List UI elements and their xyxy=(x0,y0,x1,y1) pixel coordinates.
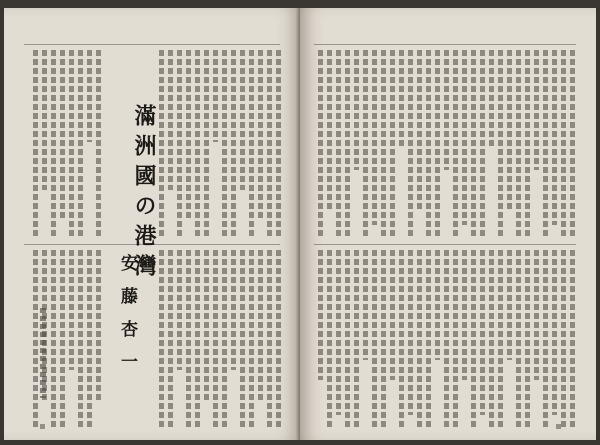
text-column xyxy=(186,250,191,430)
text-column xyxy=(345,50,350,238)
text-column xyxy=(480,50,485,238)
text-column xyxy=(498,50,503,238)
text-column xyxy=(231,50,236,238)
text-column xyxy=(96,250,101,400)
text-column xyxy=(552,250,557,415)
text-column xyxy=(363,250,368,360)
text-column xyxy=(543,250,548,430)
text-column xyxy=(381,250,386,430)
text-column xyxy=(195,250,200,430)
text-column xyxy=(195,50,200,238)
text-column xyxy=(177,50,182,238)
text-column xyxy=(204,250,209,400)
text-column xyxy=(534,250,539,380)
text-column xyxy=(318,50,323,238)
text-column xyxy=(78,50,83,238)
text-column xyxy=(417,50,422,210)
text-column xyxy=(177,250,182,370)
text-column xyxy=(78,250,83,430)
text-column xyxy=(543,50,548,238)
text-column xyxy=(276,50,281,238)
text-column xyxy=(249,250,254,430)
text-column xyxy=(417,250,422,430)
text-column xyxy=(42,50,47,190)
text-column xyxy=(390,50,395,238)
text-column xyxy=(276,250,281,430)
mid-rule xyxy=(314,244,576,245)
text-column xyxy=(435,250,440,360)
text-column xyxy=(258,50,263,220)
text-column xyxy=(390,250,395,380)
text-column xyxy=(222,50,227,238)
text-column xyxy=(87,50,92,142)
right-page xyxy=(300,8,596,440)
text-column xyxy=(435,50,440,238)
text-column xyxy=(96,50,101,238)
text-column xyxy=(498,250,503,430)
page-number xyxy=(40,424,45,429)
text-column xyxy=(570,50,575,238)
text-column xyxy=(372,50,377,225)
text-column xyxy=(372,250,377,430)
text-column xyxy=(453,250,458,430)
text-column xyxy=(381,50,386,238)
text-column xyxy=(507,250,512,360)
text-column xyxy=(534,50,539,170)
text-column xyxy=(267,250,272,430)
text-column xyxy=(426,250,431,430)
text-column xyxy=(444,50,449,170)
text-column xyxy=(453,50,458,238)
text-column xyxy=(516,50,521,238)
text-column xyxy=(213,250,218,430)
text-column xyxy=(363,50,368,238)
text-column xyxy=(525,250,530,430)
text-column xyxy=(516,250,521,430)
text-column xyxy=(318,250,323,380)
text-column xyxy=(552,50,557,225)
text-column xyxy=(489,250,494,430)
text-column xyxy=(561,50,566,238)
text-column xyxy=(471,50,476,238)
text-column xyxy=(222,250,227,430)
article-title: 滿洲國の港灣 xyxy=(131,104,157,284)
text-column xyxy=(168,50,173,190)
text-column xyxy=(240,250,245,430)
text-column xyxy=(570,250,575,430)
text-column xyxy=(489,50,494,146)
article-author: 安 藤 杏 一 xyxy=(117,254,137,375)
text-column xyxy=(471,250,476,430)
text-column xyxy=(462,50,467,225)
text-column xyxy=(69,250,74,370)
text-column xyxy=(87,250,92,430)
text-column xyxy=(240,50,245,190)
top-rule xyxy=(314,44,576,45)
text-column xyxy=(480,250,485,415)
text-column xyxy=(507,50,512,210)
text-column xyxy=(168,250,173,430)
text-column xyxy=(327,250,332,430)
text-column xyxy=(399,50,404,146)
text-column xyxy=(462,250,467,380)
text-column xyxy=(336,50,341,238)
running-header xyxy=(40,308,46,398)
text-column xyxy=(69,50,74,238)
text-column xyxy=(60,250,65,430)
text-column xyxy=(33,50,38,238)
text-column xyxy=(327,50,332,210)
text-column xyxy=(213,50,218,142)
text-column xyxy=(60,50,65,220)
text-column xyxy=(249,50,254,238)
text-column xyxy=(231,250,236,370)
text-column xyxy=(345,250,350,430)
text-column xyxy=(525,50,530,238)
page-number xyxy=(556,424,561,429)
text-column xyxy=(258,250,263,400)
text-column xyxy=(408,250,413,415)
text-column xyxy=(51,250,56,430)
text-column xyxy=(33,250,38,430)
text-column xyxy=(354,50,359,170)
text-column xyxy=(426,50,431,238)
text-column xyxy=(336,250,341,415)
top-rule xyxy=(24,44,280,45)
text-column xyxy=(354,250,359,430)
text-column xyxy=(204,50,209,238)
text-column xyxy=(561,250,566,430)
left-page xyxy=(4,8,300,440)
text-column xyxy=(186,50,191,220)
text-column xyxy=(51,50,56,238)
text-column xyxy=(399,250,404,430)
text-column xyxy=(444,250,449,430)
text-column xyxy=(408,50,413,238)
text-column xyxy=(267,50,272,238)
